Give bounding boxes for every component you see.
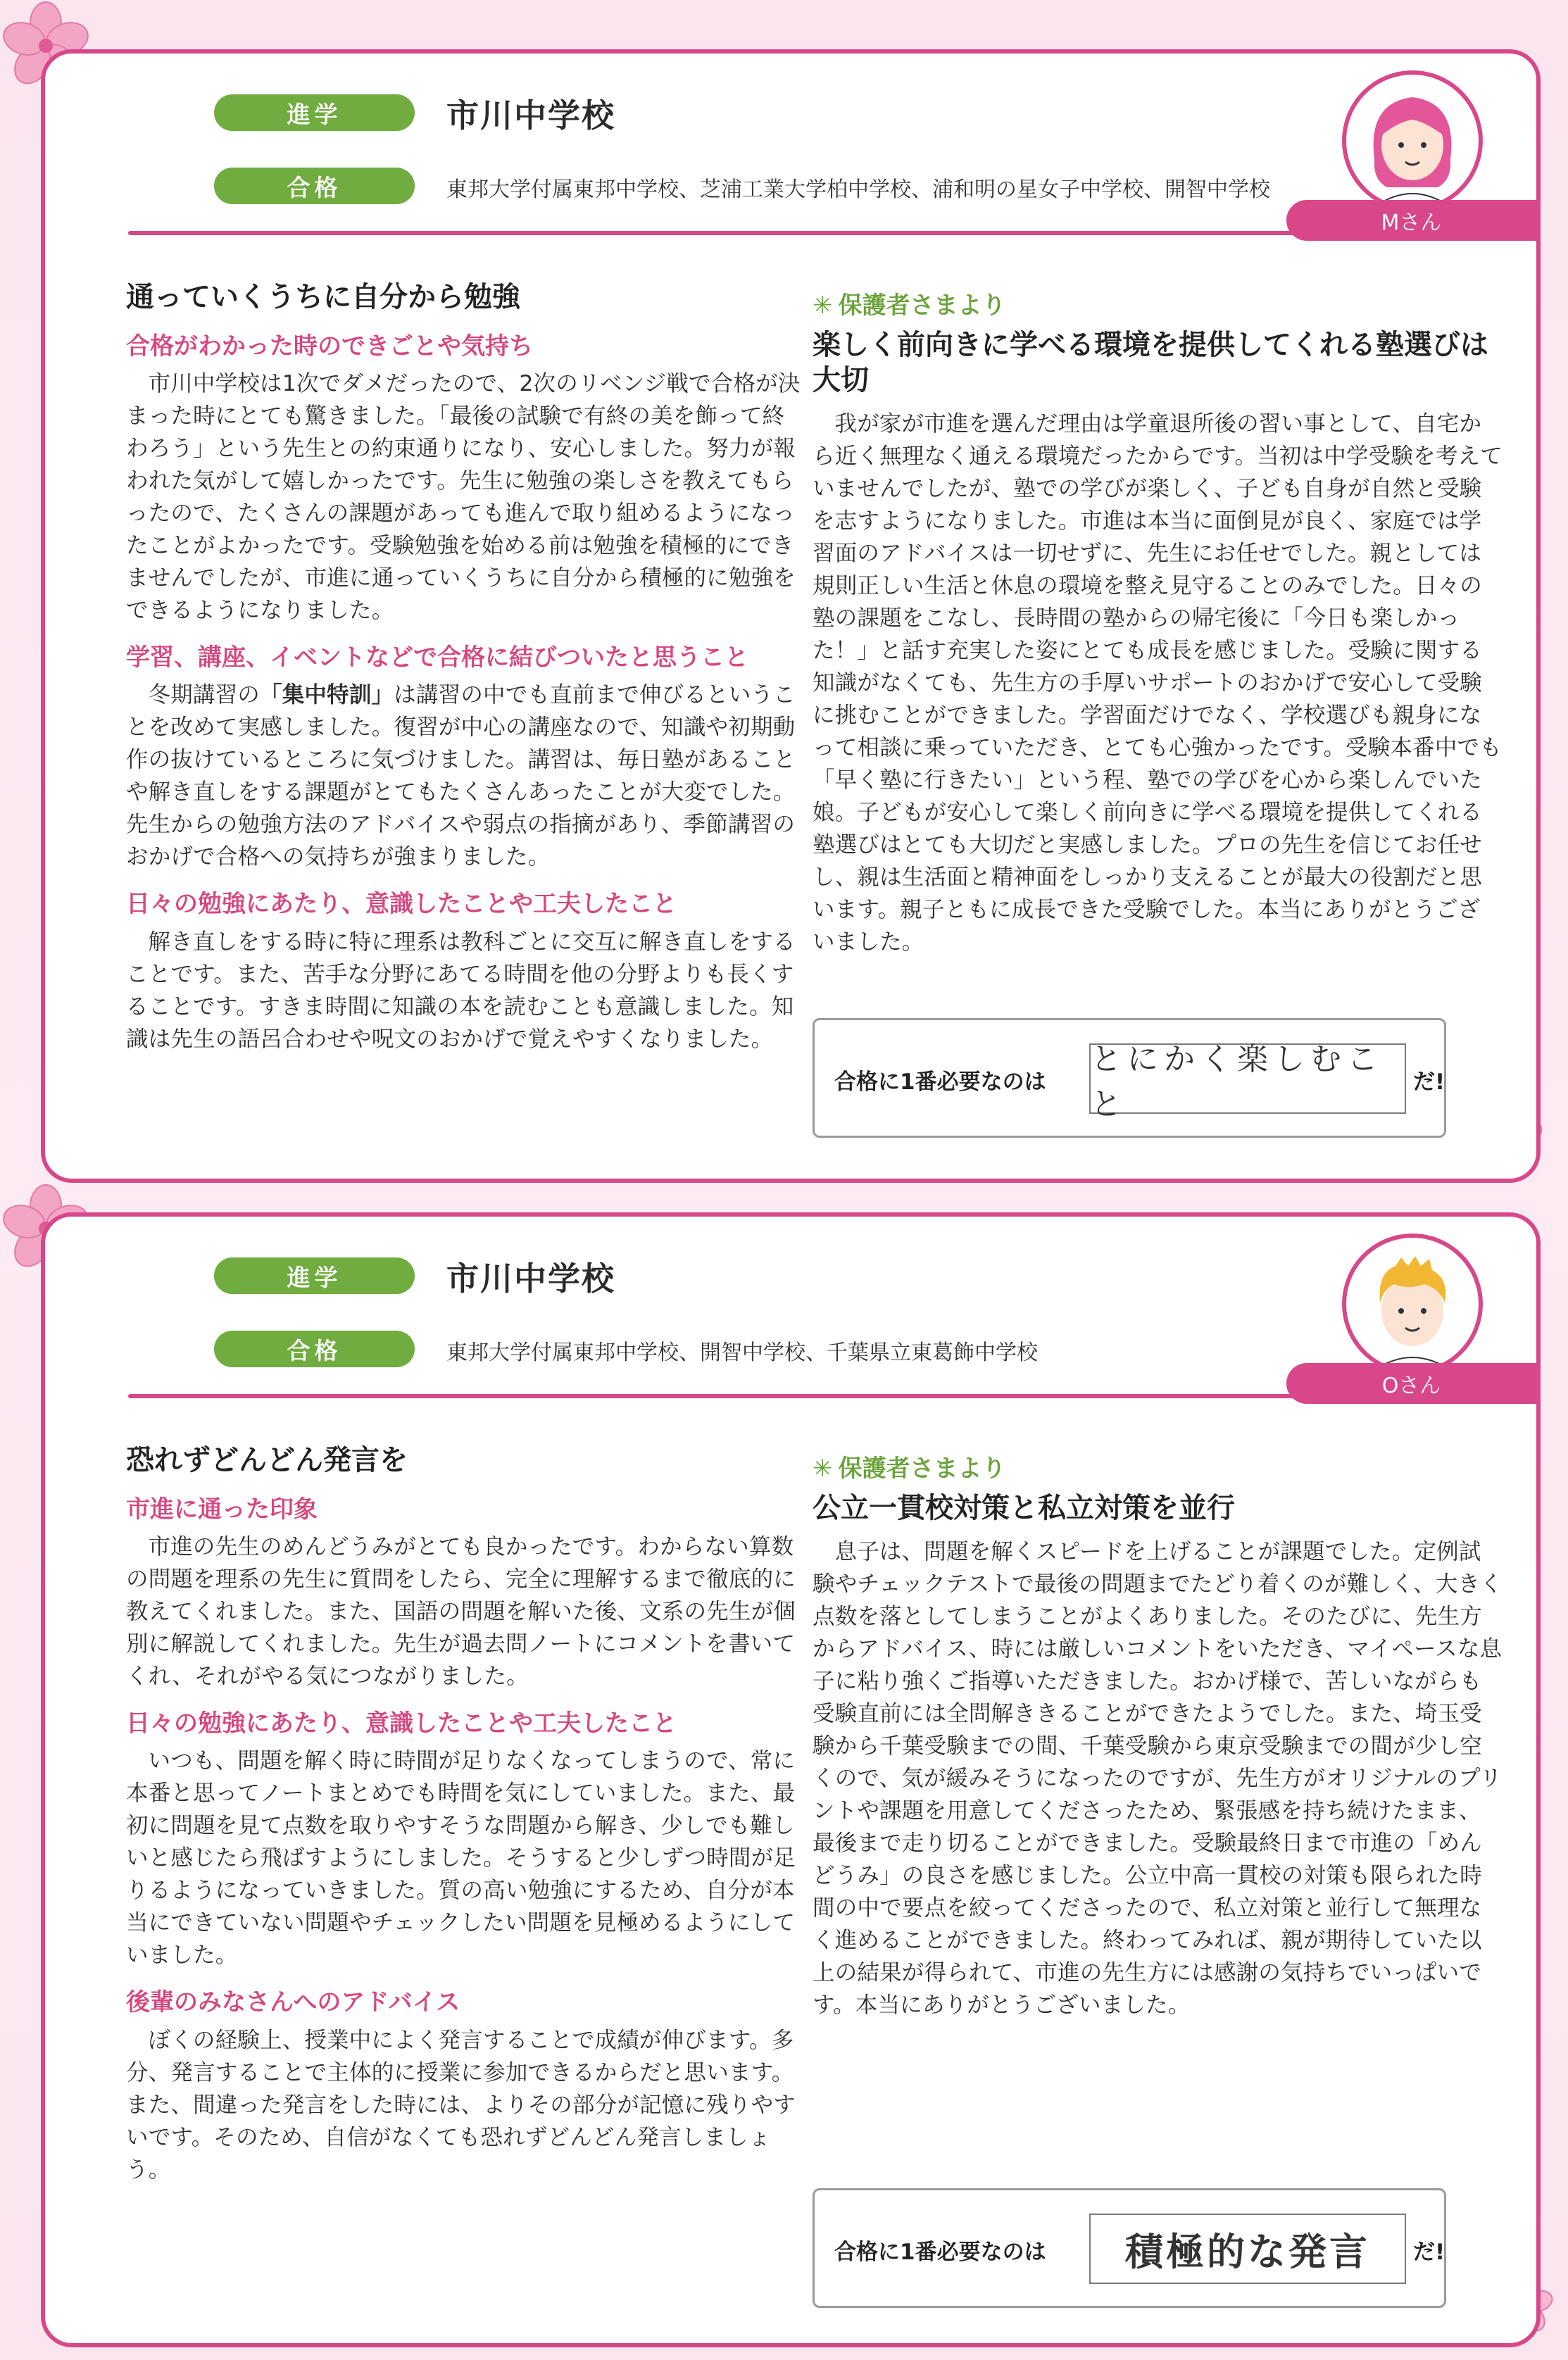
guardian-label-text: 保護者さまより [838, 291, 1006, 320]
guardian-title: 楽しく前向きに学べる環境を提供してくれる塾選びは大切 [813, 329, 1488, 396]
quote-answer: 積極的な発言 [1089, 2214, 1406, 2284]
testimonial-card [41, 49, 1541, 1183]
quote-label: 合格に1番必要なのは [834, 2240, 1046, 2265]
quote-box [813, 1018, 1446, 1138]
section-text: 市進の先生のめんどうみがとても良かったです。わからない算数の問題を理系の先生に質問をしたら、完全に理解するまで徹底的に教えてくれました。また、国語の問題を解いた後、文系の先生が個別に解説してくれました。先生が過去問ノートにコメントを書いてくれ、それがやる気につながりました。 [126, 1534, 796, 1690]
section-heading: 日々の勉強にあたり、意識したことや工夫したこと [126, 890, 677, 919]
section-heading: 後輩のみなさんへのアドバイス [126, 1988, 460, 2017]
quote-answer: とにかく楽しむこと [1089, 1043, 1406, 1114]
school-name: 市川中学校 [446, 96, 615, 134]
stage-pill: 進学 [214, 94, 415, 131]
girl-avatar-icon [1342, 70, 1483, 211]
guardian-label [813, 1449, 1503, 1483]
student-column [126, 1442, 802, 2186]
student-column [126, 279, 802, 1055]
guardian-label [813, 286, 1503, 320]
header-divider [128, 231, 1339, 235]
student-name-tag: Mさん [1286, 200, 1536, 241]
student-title: 通っていくうちに自分から勉強 [126, 281, 520, 313]
asterisk-icon: ✳ [813, 291, 833, 320]
boy-avatar-icon [1342, 1234, 1483, 1374]
section-text-post: は講習の中でも直前まで伸びるということを改めて実感しました。復習が中心の講座なので、知識や初期動作の抜けているところに気づけました。講習は、毎日塾があることや解き直しをする課題がとてもたくさんあったことが大変でした。先生からの勉強方法のアドバイスや弱点の指摘があり、季節講習のおかげで合格への気持ちが強まりました。 [126, 682, 796, 870]
section-text-pre: 冬期講習の [148, 682, 261, 708]
guardian-text: 我が家が市進を選んだ理由は学童退所後の習い事として、自宅から近く無理なく通える環境だったからです。当初は中学受験を考えていませんでしたが、塾での学びが楽しく、子ども自身が自然と受験を志すようになりました。市進は本当に面倒見が良く、家庭では学習面のアドバイスは一切せずに、先生にお任せでした。親としては規則正しい生活と休息の環境を整え見守ることのみでした。日々の塾の課題をこなし、長時間の塾からの帰宅後に「今日も楽しかった！」と話す充実した姿にとても成長を感じました。受験に関する知識がなくても、先生方の手厚いサポートのおかげで安心して受験に挑むことができました。学習面だけでなく、学校選びも親身になって相談に乗っていただき、とても心強かったです。受験本番中でも「早く塾に行きたい」という程、塾での学びを心から楽しんでいた娘。子どもが安心して楽しく前向きに学べる環境を提供してくれる塾選びはとても大切だと実感しました。プロの先生を信じてお任せし、親は生活面と精神面をしっかり支えることが最大の役割だと思います。親子ともに成長できた受験でした。本当にありがとうございました。 [813, 411, 1503, 955]
quote-end: だ! [1413, 1069, 1445, 1095]
guardian-column [813, 1449, 1503, 2021]
passed-schools: 東邦大学付属東邦中学校、芝浦工業大学柏中学校、浦和明の星女子中学校、開智中学校 [446, 177, 1270, 202]
section-text: 解き直しをする時に特に理系は教科ごとに交互に解き直しをすることです。また、苦手な分野にあてる時間を他の分野よりも長くすることです。すきま時間に知識の本を読むことも意識しました。知識は先生の語呂合わせや呪文のおかげで覚えやすくなりました。 [126, 929, 796, 1052]
asterisk-icon: ✳ [813, 1455, 833, 1483]
passed-pill: 合格 [214, 168, 415, 204]
quote-box [813, 2188, 1446, 2308]
highlight-course-name: 「集中特訓」 [260, 682, 394, 708]
section-text [126, 679, 802, 873]
passed-pill: 合格 [214, 1331, 415, 1367]
section-text: ぼくの経験上、授業中によく発言することで成績が伸びます。多分、発言することで主体的に授業に参加できるからだと思います。また、間違った発言をした時には、よりその部分が記憶に残りやすいです。そのため、自信がなくても恐れずどんどん発言しましょう。 [126, 2027, 796, 2183]
guardian-label-text: 保護者さまより [838, 1455, 1006, 1483]
quote-label: 合格に1番必要なのは [834, 1069, 1046, 1095]
section-text: いつも、問題を解く時に時間が足りなくなってしまうので、常に本番と思ってノートまとめでも時間を気にしていました。また、最初に問題を見て点数を取りやすそうな問題から解き、少しでも難しいと感じたら飛ばすようにしました。そうすると少しずつ時間が足りるようになっていきました。質の高い勉強にするため、自分が本当にできていない問題やチェックしたい問題を見極めるようにしていました。 [126, 1748, 796, 1969]
student-title: 恐れずどんどん発言を [126, 1444, 408, 1476]
student-name-tag: Oさん [1286, 1363, 1536, 1404]
quote-end: だ! [1413, 2240, 1445, 2265]
section-heading: 市進に通った印象 [126, 1495, 318, 1524]
stage-pill: 進学 [214, 1257, 415, 1294]
section-heading: 日々の勉強にあたり、意識したことや工夫したこと [126, 1709, 677, 1738]
header-divider [128, 1394, 1339, 1398]
passed-schools: 東邦大学付属東邦中学校、開智中学校、千葉県立東葛飾中学校 [446, 1341, 1038, 1365]
testimonial-card [41, 1212, 1541, 2347]
guardian-column [813, 286, 1503, 958]
section-text: 市川中学校は1次でダメだったので、2次のリベンジ戦で合格が決まった時にとても驚きました。「最後の試験で有終の美を飾って終わろう」という先生との約束通りになり、安心しました。努力が報われた気がして嬉しかったです。先生に勉強の楽しさを教えてもらったので、たくさんの課題があっても進んで取り組めるようになったことがよかったです。受験勉強を始める前は勉強を積極的にできませんでしたが、市進に通っていくうちに自分から積極的に勉強をできるようになりました。 [126, 371, 801, 624]
section-heading: 合格がわかった時のできごとや気持ち [126, 332, 533, 360]
section-heading: 学習、講座、イベントなどで合格に結びついたと思うこと [126, 644, 748, 672]
guardian-title: 公立一貫校対策と私立対策を並行 [813, 1492, 1235, 1524]
school-name: 市川中学校 [446, 1260, 615, 1298]
guardian-text: 息子は、問題を解くスピードを上げることが課題でした。定例試験やチェックテストで最後の問題までたどり着くのが難しく、大きく点数を落としてしまうことがよくありました。そのたびに、先生方からアドバイス、時には厳しいコメントをいただき、マイペースな息子に粘り強くご指導いただきました。おかげ様で、苦しいながらも受験直前には全問解ききることができたようでした。また、埼玉受験から千葉受験までの間、千葉受験から東京受験までの間が少し空くので、気が緩みそうになったのですが、先生方がオリジナルのプリントや課題を用意してくださったため、緊張感を持ち続けたまま、最後まで走り切ることができました。受験最終日まで市進の「めんどうみ」の良さを感じました。公立中高一貫校の対策も限られた時間の中で要点を絞ってくださったので、私立対策と並行して無理なく進めることができました。終わってみれば、親が期待していた以上の結果が得られて、市進の先生方には感謝の気持ちでいっぱいです。本当にありがとうございました。 [813, 1539, 1503, 2018]
